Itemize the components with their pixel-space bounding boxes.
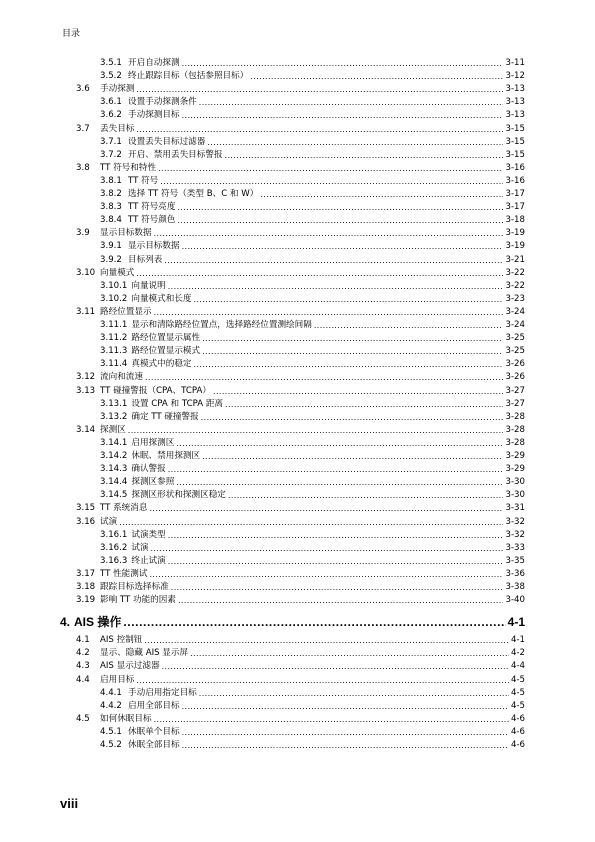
toc-entry-title: 显示、隐藏 AIS 显示屏 (100, 648, 189, 659)
toc-entry-title: AIS 操作 (74, 615, 122, 630)
toc-entry[interactable] (100, 530, 525, 541)
dot-leader (144, 635, 509, 646)
toc-entry-page: 4-1 (507, 615, 525, 630)
toc-entry[interactable] (100, 399, 525, 410)
dot-leader (182, 740, 509, 751)
toc-entry-page: 3-13 (505, 110, 525, 121)
toc-entry-page: 3-24 (505, 306, 525, 317)
dot-leader (136, 84, 503, 95)
toc-entry[interactable] (76, 517, 525, 528)
toc-entry-page: 4-5 (510, 674, 525, 685)
toc-entry-title: 试演类型 (131, 529, 166, 540)
toc-entry-number: 3.14.4 (100, 477, 128, 488)
toc-entry[interactable] (100, 320, 525, 331)
toc-entry[interactable] (76, 569, 525, 580)
dot-leader (119, 517, 503, 528)
toc-entry[interactable] (100, 97, 525, 108)
toc-entry[interactable] (100, 359, 525, 370)
dot-leader (154, 228, 504, 239)
toc-entry-number: 3.18 (76, 582, 96, 592)
toc-entry-page: 3-11 (505, 58, 525, 68)
toc-entry[interactable] (76, 372, 525, 383)
toc-entry-number: 3.11 (76, 306, 96, 317)
dot-leader (225, 150, 504, 161)
toc-entry-title: 终止跟踪目标（包括参照目标） (128, 71, 249, 82)
toc-entry-page: 3-12 (505, 71, 525, 82)
toc-entry[interactable] (100, 281, 525, 292)
toc-entry-number: 4.5.2 (100, 740, 122, 750)
toc-entry-number: 3.12 (76, 372, 96, 383)
dot-leader (182, 241, 504, 252)
toc-entry-page: 3-17 (505, 189, 525, 199)
toc-entry-title: 设置 CPA 和 TCPA 距离 (131, 398, 224, 409)
toc-entry-page: 3-18 (505, 215, 525, 226)
toc-entry-title: TT 符号亮度 (128, 202, 176, 213)
toc-entry-number: 4.1 (76, 635, 90, 646)
toc-entry-number: 3.11.1 (100, 320, 128, 330)
toc-entry-page: 4-6 (510, 713, 525, 724)
toc-entry-number: 3.8.3 (100, 202, 122, 213)
toc-entry[interactable] (100, 150, 525, 161)
toc-entry-page: 3-29 (505, 451, 525, 461)
toc-entry-page: 3-23 (505, 293, 525, 304)
toc-entry-page: 3-24 (505, 320, 525, 330)
toc-entry-title: TT 性能测试 (100, 568, 148, 579)
dot-leader (178, 595, 504, 606)
dot-leader (213, 386, 503, 397)
toc-entry-page: 4-6 (510, 740, 525, 750)
toc-entry-title: 休眠、禁用探测区 (131, 451, 201, 461)
dot-leader (202, 451, 503, 462)
toc-entry-number: 4.4.2 (100, 700, 122, 711)
toc-entry[interactable] (76, 425, 525, 436)
toc-entry-title: 跟踪目标选择标准 (100, 582, 169, 592)
toc-entry-page: 3-28 (505, 411, 525, 422)
dot-leader (177, 215, 503, 226)
toc-entry[interactable] (100, 412, 525, 423)
dot-leader (160, 176, 503, 187)
dot-leader (162, 661, 509, 672)
toc-entry-number: 3.16 (76, 516, 96, 527)
toc-entry-page: 3-27 (505, 385, 525, 396)
toc-entry-title: 路经位置显示模式 (131, 346, 201, 357)
toc-entry-number: 4.5 (76, 713, 90, 724)
toc-entry-number: 3.13 (76, 385, 96, 396)
toc-entry[interactable] (100, 701, 525, 712)
toc-entry-number: 3.16.3 (100, 555, 128, 566)
dot-leader (199, 688, 509, 699)
toc-entry-page: 3-21 (505, 254, 525, 265)
dot-leader (171, 582, 504, 593)
toc-entry[interactable] (76, 648, 525, 659)
dot-leader (190, 648, 509, 659)
toc-entry-title: 启用全部目标 (128, 700, 180, 711)
toc-entry-page: 3-15 (505, 123, 525, 134)
toc-entry-number: 3.9.1 (100, 241, 122, 252)
toc-entry-number: 3.17 (76, 568, 96, 579)
toc-entry-page: 3-16 (505, 162, 525, 173)
toc-entry-title: 向量模式和长度 (131, 293, 192, 304)
toc-entry-title: 休眠全部目标 (128, 740, 180, 750)
dot-leader (260, 189, 503, 200)
toc-entry[interactable] (76, 124, 525, 135)
toc-entry[interactable] (100, 202, 525, 213)
toc-entry-title: 真模式中的稳定 (131, 359, 192, 370)
toc-entry-page: 3-31 (505, 503, 525, 514)
dot-leader (194, 294, 504, 305)
dot-leader (182, 110, 504, 121)
toc-entry[interactable] (100, 451, 525, 462)
toc-entry-page: 3-28 (505, 437, 525, 448)
toc-entry-page: 3-13 (505, 97, 525, 108)
toc-entry-number: 3.6 (76, 84, 90, 95)
toc-entry-number: 3.15 (76, 503, 96, 514)
toc-entry[interactable] (100, 740, 525, 751)
toc-entry-title: 选择 TT 符号（类型 B、C 和 W） (128, 189, 259, 199)
toc-entry[interactable] (76, 307, 525, 318)
toc-entry-title: 如何休眠目标 (100, 713, 152, 724)
dot-leader (228, 490, 504, 501)
dot-leader (182, 701, 509, 712)
toc-entry-title: 终止试演 (131, 555, 166, 566)
toc-entry[interactable] (100, 176, 525, 187)
toc-entry-number: 3.6.1 (100, 97, 122, 108)
toc-entry-page: 3-19 (505, 228, 525, 239)
dot-leader (123, 615, 505, 629)
toc-entry[interactable] (100, 727, 525, 738)
toc-entry[interactable] (76, 268, 525, 279)
toc-entry-number: 3.9 (76, 228, 90, 239)
toc-entry-number: 3.7.2 (100, 149, 122, 160)
dot-leader (168, 281, 504, 292)
toc-entry-title: 手动探测 (100, 84, 135, 95)
toc-entry[interactable] (100, 294, 525, 305)
toc-entry-number: 4. (60, 615, 71, 630)
dot-leader (202, 346, 503, 357)
dot-leader (250, 71, 503, 82)
toc-entry-title: 确定 TT 碰撞警报 (131, 411, 199, 422)
dot-leader (168, 556, 504, 567)
toc-entry-page: 3-16 (505, 175, 525, 186)
toc-entry-title: 丢失目标 (100, 123, 135, 134)
toc-entry[interactable] (100, 490, 525, 501)
toc-entry-title: 手动探测目标 (128, 110, 180, 121)
toc-entry-number: 3.5.2 (100, 71, 122, 82)
toc-entry-number: 4.4 (76, 674, 90, 685)
toc-entry-number: 3.13.2 (100, 411, 128, 422)
toc-entry-number: 3.19 (76, 595, 96, 606)
dot-leader (154, 714, 509, 725)
toc-entry[interactable] (76, 163, 525, 174)
toc-entry-title: TT 符号和特性 (100, 162, 157, 173)
toc-entry[interactable] (76, 503, 525, 514)
toc-entry-number: 3.9.2 (100, 254, 122, 265)
toc-entry-title: 启用目标 (100, 674, 135, 685)
toc-entry-title: 试演 (100, 516, 118, 527)
toc-entry-number: 3.5.1 (100, 58, 122, 68)
toc-entry[interactable] (100, 137, 525, 148)
toc-entry-title: 启用探测区 (131, 437, 175, 448)
toc-entry-title: 休眠单个目标 (128, 726, 180, 737)
page-number: viii (60, 796, 79, 811)
toc-entry-title: 显示目标数据 (100, 228, 152, 239)
dot-leader (149, 503, 503, 514)
toc-entry-page: 4-1 (510, 635, 525, 646)
dot-leader (168, 530, 504, 541)
dot-leader (154, 307, 504, 318)
toc-entry-title: 向量说明 (131, 280, 166, 291)
toc-entry-number: 3.14.1 (100, 437, 128, 448)
toc-entry-number: 3.8.1 (100, 175, 122, 186)
dot-leader (202, 333, 503, 344)
toc-entry[interactable] (100, 255, 525, 266)
toc-entry-number: 3.13.1 (100, 398, 128, 409)
dot-leader (194, 359, 504, 370)
toc-entry-title: 探测区参照 (131, 477, 175, 488)
dot-leader (128, 425, 504, 436)
dot-leader (168, 464, 504, 475)
toc-entry-number: 3.6.2 (100, 110, 122, 121)
toc-entry[interactable] (100, 464, 525, 475)
toc-entry-title: TT 符号颜色 (128, 215, 176, 226)
toc-entry-title: 开启自动探测 (128, 58, 180, 68)
dot-leader (177, 202, 503, 213)
toc-entry-number: 3.11.3 (100, 346, 128, 357)
toc-entry-number: 3.8.4 (100, 215, 122, 226)
toc-entry[interactable] (76, 635, 525, 646)
toc-entry-number: 3.14 (76, 424, 96, 435)
toc-entry-title: 路经位置显示 (100, 306, 152, 317)
toc-entry-page: 3-22 (505, 267, 525, 278)
toc-entry-number: 3.16.2 (100, 542, 128, 553)
toc-entry[interactable] (100, 241, 525, 252)
toc-entry-number: 3.14.5 (100, 490, 128, 501)
toc-entry-page: 3-40 (505, 595, 525, 606)
toc-entry-page: 3-30 (505, 490, 525, 501)
toc-entry-title: 探测区 (100, 424, 126, 435)
toc-entry-number: 3.16.1 (100, 529, 128, 540)
toc-entry-page: 4-4 (510, 661, 525, 672)
toc-entry[interactable] (76, 595, 525, 606)
toc-entry-number: 3.11.4 (100, 359, 128, 370)
toc-entry-title: AIS 控制钮 (100, 635, 143, 646)
toc-entry-page: 3-36 (505, 568, 525, 579)
toc-entry-page: 3-13 (505, 84, 525, 95)
dot-leader (201, 412, 504, 423)
toc-entry-number: 3.8.2 (100, 189, 122, 199)
toc-entry-number: 3.11.2 (100, 333, 128, 344)
toc-entry-title: 向量模式 (100, 267, 135, 278)
toc-entry-page: 3-30 (505, 477, 525, 488)
toc-entry-page: 3-29 (505, 464, 525, 475)
toc-entry[interactable] (100, 556, 525, 567)
toc-entry-number: 3.7.1 (100, 136, 122, 147)
toc-entry-number: 3.8 (76, 162, 90, 173)
toc-entry-title: 影响 TT 功能的因素 (100, 595, 176, 606)
toc-entry-number: 3.10.2 (100, 293, 128, 304)
dot-leader (225, 399, 503, 410)
toc-entry[interactable] (100, 438, 525, 449)
toc-entry-title: TT 碰撞警报（CPA、TCPA） (100, 385, 212, 396)
toc-entry[interactable] (76, 582, 525, 593)
dot-leader (136, 124, 503, 135)
toc-entry-page: 3-35 (505, 555, 525, 566)
dot-leader (182, 58, 504, 69)
dot-leader (207, 137, 503, 148)
toc-entry-title: 试演 (131, 542, 149, 553)
toc-entry-title: AIS 显示过滤器 (100, 661, 160, 672)
toc-entry-page: 3-27 (505, 398, 525, 409)
dot-leader (151, 543, 504, 554)
toc-entry-title: 开启、禁用丢失目标警报 (128, 149, 223, 160)
toc-entry-number: 4.4.1 (100, 687, 122, 698)
toc-entry-page: 3-19 (505, 241, 525, 252)
toc-entry[interactable] (100, 71, 525, 82)
toc-entry[interactable] (76, 714, 525, 725)
toc-entry[interactable] (76, 228, 525, 239)
toc-entry[interactable] (100, 688, 525, 699)
toc-entry-page: 3-26 (505, 359, 525, 370)
toc-entry[interactable] (100, 346, 525, 357)
toc-entry-title: 流向和流速 (100, 372, 143, 383)
toc-entry-page: 3-28 (505, 424, 525, 435)
toc-entry-page: 3-17 (505, 202, 525, 213)
dot-leader (199, 97, 504, 108)
toc-entry[interactable] (100, 477, 525, 488)
toc-entry[interactable] (100, 543, 525, 554)
dot-leader (158, 163, 503, 174)
toc-entry-number: 4.2 (76, 648, 90, 659)
dot-leader (149, 569, 503, 580)
toc-entry[interactable] (76, 386, 525, 397)
dot-leader (145, 372, 504, 383)
toc-entry-title: 设置手动探测条件 (128, 97, 197, 108)
toc-entry-page: 3-32 (505, 516, 525, 527)
toc-entry[interactable] (100, 58, 525, 69)
toc-entry-number: 3.14.2 (100, 451, 128, 461)
toc-entry-page: 3-25 (505, 346, 525, 357)
toc-entry-title: TT 系统消息 (100, 503, 148, 514)
toc-entry[interactable] (100, 189, 525, 200)
toc-entry-title: TT 符号 (128, 175, 159, 186)
dot-leader (164, 255, 503, 266)
toc-entry-title: 探测区形状和探测区稳定 (131, 490, 226, 501)
toc-entry-title: 显示目标数据 (128, 241, 180, 252)
dot-leader (176, 477, 503, 488)
toc-entry-title: 显示和清除路经位置点，选择路经位置测绘间隔 (131, 320, 312, 330)
toc-entry-page: 4-5 (510, 700, 525, 711)
page-header: 目录 (62, 29, 81, 39)
toc-entry-page: 3-15 (505, 149, 525, 160)
toc-entry-title: 目标列表 (128, 254, 163, 265)
toc-entry-number: 3.7 (76, 123, 90, 134)
toc-entry-page: 3-15 (505, 136, 525, 147)
toc-entry[interactable] (60, 615, 525, 629)
toc-entry[interactable] (76, 675, 525, 686)
toc-entry[interactable] (76, 661, 525, 672)
toc-entry[interactable] (76, 84, 525, 95)
toc-entry-page: 3-26 (505, 372, 525, 383)
dot-leader (136, 675, 509, 686)
dot-leader (314, 320, 504, 331)
toc-entry-page: 3-33 (505, 542, 525, 553)
toc-entry[interactable] (100, 110, 525, 121)
toc-entry-title: 确认警报 (131, 464, 166, 475)
toc-entry-page: 3-25 (505, 333, 525, 344)
toc-entry-number: 3.10.1 (100, 280, 128, 291)
toc-entry-page: 4-5 (510, 687, 525, 698)
dot-leader (182, 727, 509, 738)
toc-entry[interactable] (100, 333, 525, 344)
toc-entry[interactable] (100, 215, 525, 226)
toc-entry-page: 4-6 (510, 726, 525, 737)
toc-entry-page: 3-38 (505, 582, 525, 592)
toc-entry-number: 4.5.1 (100, 726, 122, 737)
toc-entry-page: 4-2 (510, 648, 525, 659)
toc-entry-page: 3-22 (505, 280, 525, 291)
toc-entry-number: 3.10 (76, 267, 96, 278)
toc-entry-title: 手动启用指定目标 (128, 687, 197, 698)
toc-entry-page: 3-32 (505, 529, 525, 540)
toc-entry-title: 设置丢失目标过滤器 (128, 136, 206, 147)
toc-entry-title: 路经位置显示属性 (131, 333, 201, 344)
dot-leader (136, 268, 503, 279)
toc-entry-number: 4.3 (76, 661, 90, 672)
dot-leader (176, 438, 503, 449)
toc-entry-number: 3.14.3 (100, 464, 128, 475)
